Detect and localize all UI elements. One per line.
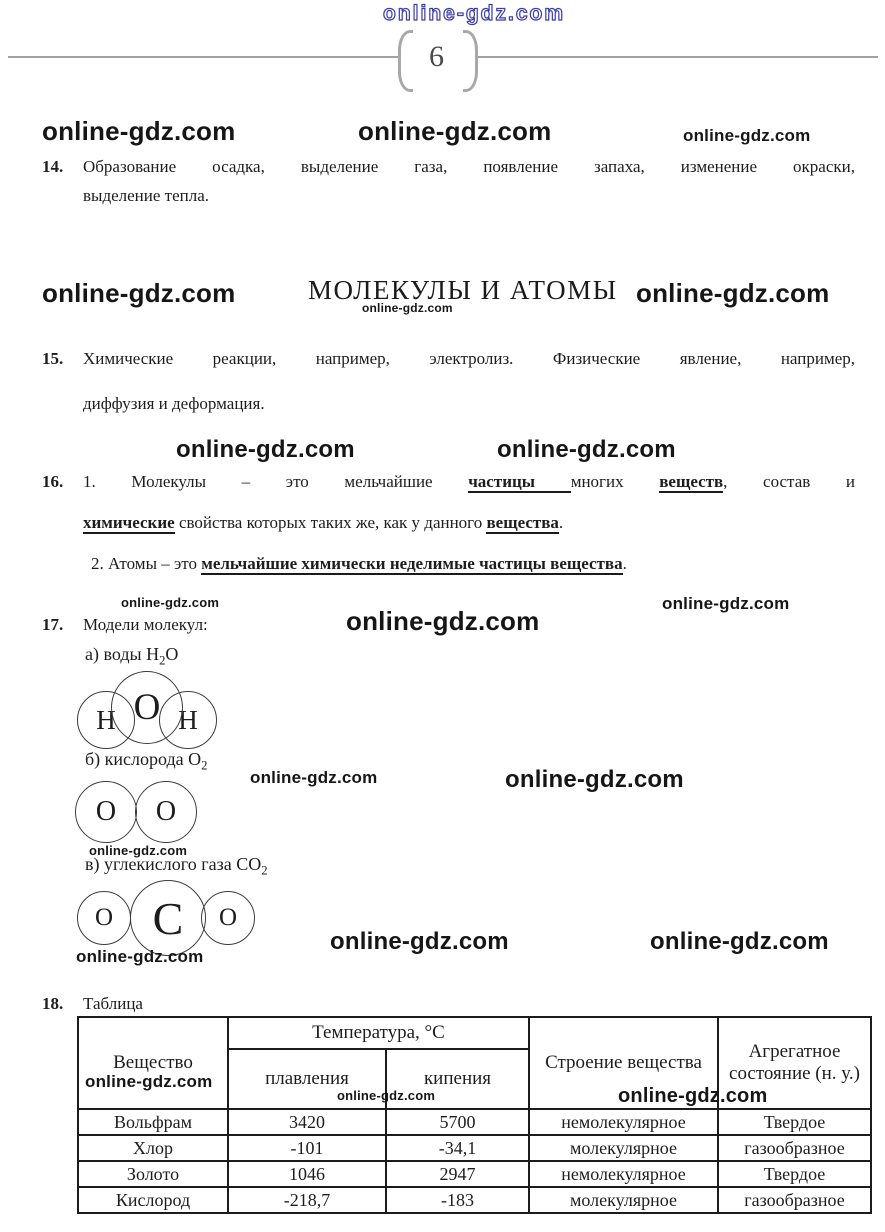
item-label: Модели молекул:: [83, 615, 208, 634]
table-row: [78, 1109, 871, 1135]
cell-substance: Вольфрам: [78, 1109, 228, 1135]
cell-state: газообразное: [718, 1135, 871, 1161]
watermark: online-gdz.com: [176, 436, 355, 463]
cell-substance: Хлор: [78, 1135, 228, 1161]
cell-state: газообразное: [718, 1187, 871, 1213]
item-text: [83, 461, 855, 584]
divider-line: [478, 56, 878, 58]
cell-structure: молекулярное: [529, 1187, 718, 1213]
watermark: online-gdz.com: [89, 843, 188, 858]
text-line: 2. Атомы – это мельчайшие химически неделимые частицы вещества.: [91, 554, 627, 573]
divider-line: [8, 56, 398, 58]
item-text: [83, 152, 855, 210]
cell-structure: немолекулярное: [529, 1161, 718, 1187]
section-heading: МОЛЕКУЛЫ И АТОМЫ: [308, 275, 618, 305]
cell-structure: немолекулярное: [529, 1109, 718, 1135]
cell-boiling: 2947: [386, 1161, 529, 1187]
cell-melting: 3420: [228, 1109, 386, 1135]
cell-boiling: -34,1: [386, 1135, 529, 1161]
watermark: online-gdz.com: [250, 768, 378, 787]
watermark: online-gdz.com: [662, 594, 790, 613]
bracket-right-icon: [463, 30, 478, 92]
cell-substance: Кислород: [78, 1187, 228, 1213]
watermark: online-gdz.com: [337, 1088, 436, 1103]
cell-state: Твердое: [718, 1161, 871, 1187]
answer-item-16: [42, 461, 855, 584]
molecule-o2-atom-o-right: [135, 781, 197, 843]
text-line: Образование осадка, выделение газа, появление запаха, изменение окраски,: [83, 157, 855, 176]
item-number: 14.: [42, 157, 64, 176]
col-header-temperature: Температура, °С: [228, 1017, 529, 1049]
page-number: 6: [429, 40, 444, 73]
molecule-label-co2: в) углекислого газа $СО_2$: [85, 854, 268, 878]
bracket-left-icon: [398, 30, 413, 92]
atom-symbol: O: [133, 687, 161, 728]
cell-boiling: 5700: [386, 1109, 529, 1135]
cell-substance: Золото: [78, 1161, 228, 1187]
atom-symbol: O: [155, 796, 177, 827]
watermark: online-gdz.com: [346, 606, 540, 636]
atom-symbol: C: [152, 892, 184, 944]
watermark: online-gdz.com: [497, 436, 676, 463]
item-text: [83, 992, 855, 1016]
answer-item-15: [42, 336, 855, 426]
table-row: [78, 1161, 871, 1187]
text-line: выделение тепла.: [83, 186, 210, 205]
molecule-label-oxygen: б) кислорода $О_2$: [85, 749, 208, 773]
cell-structure: молекулярное: [529, 1135, 718, 1161]
item-number: 17.: [42, 615, 64, 634]
cell-melting: -101: [228, 1135, 386, 1161]
col-header-boiling: кипения: [386, 1049, 529, 1109]
watermark: online-gdz.com: [42, 278, 236, 308]
col-header-substance: Вещество: [78, 1017, 228, 1109]
cell-melting: -218,7: [228, 1187, 386, 1213]
watermark: online-gdz.com: [636, 278, 830, 308]
col-header-structure: Строение вещества: [529, 1017, 718, 1109]
item-label: Таблица: [83, 994, 143, 1013]
cell-melting: 1046: [228, 1161, 386, 1187]
watermark: online-gdz.com: [42, 116, 236, 146]
col-header-state: Агрегатное состояние (н. у.): [718, 1017, 871, 1109]
answer-item-18: [42, 992, 855, 1016]
watermark: online-gdz.com: [618, 1085, 768, 1107]
text-line: 1. Молекулы – это мельчайшие частицы многих веществ, состав и: [83, 472, 855, 491]
watermark: online-gdz.com: [650, 928, 829, 955]
molecule-co2-atom-c: [130, 880, 206, 956]
molecule-co2-atom-o-right: [201, 891, 255, 945]
text-line: химические свойства которых таких же, как у данного вещества.: [83, 513, 564, 532]
substances-table: [77, 1016, 872, 1214]
text-line: Химические реакции, например, электролиз. Физические явление, например,: [83, 349, 855, 368]
watermark: online-gdz.com: [330, 928, 509, 955]
table-row: [78, 1187, 871, 1213]
atom-symbol: O: [218, 904, 238, 931]
molecule-o2-atom-o-left: [75, 781, 137, 843]
item-text: [83, 336, 855, 426]
item-number: 16.: [42, 472, 64, 491]
watermark: online-gdz.com: [383, 2, 565, 25]
atom-symbol: H: [178, 704, 198, 735]
atom-symbol: O: [94, 904, 114, 931]
item-number: 15.: [42, 349, 64, 368]
atom-symbol: H: [96, 704, 116, 735]
molecule-h2o-atom-o: [111, 671, 183, 744]
watermark: online-gdz.com: [683, 126, 811, 145]
watermark: online-gdz.com: [85, 1072, 213, 1091]
table-row: [78, 1135, 871, 1161]
watermark: online-gdz.com: [76, 947, 204, 966]
atom-symbol: O: [95, 796, 117, 827]
answer-item-14: [42, 152, 855, 210]
item-number: 18.: [42, 994, 64, 1013]
molecule-label-water: а) воды $H_2O$: [85, 644, 179, 668]
watermark: online-gdz.com: [358, 116, 552, 146]
watermark: online-gdz.com: [121, 595, 220, 610]
cell-boiling: -183: [386, 1187, 529, 1213]
col-header-melting: плавления: [228, 1049, 386, 1109]
watermark: online-gdz.com: [362, 301, 453, 315]
cell-state: Твердое: [718, 1109, 871, 1135]
molecule-co2-atom-o-left: [77, 891, 131, 945]
watermark: online-gdz.com: [505, 766, 684, 793]
text-line: диффузия и деформация.: [83, 394, 265, 413]
